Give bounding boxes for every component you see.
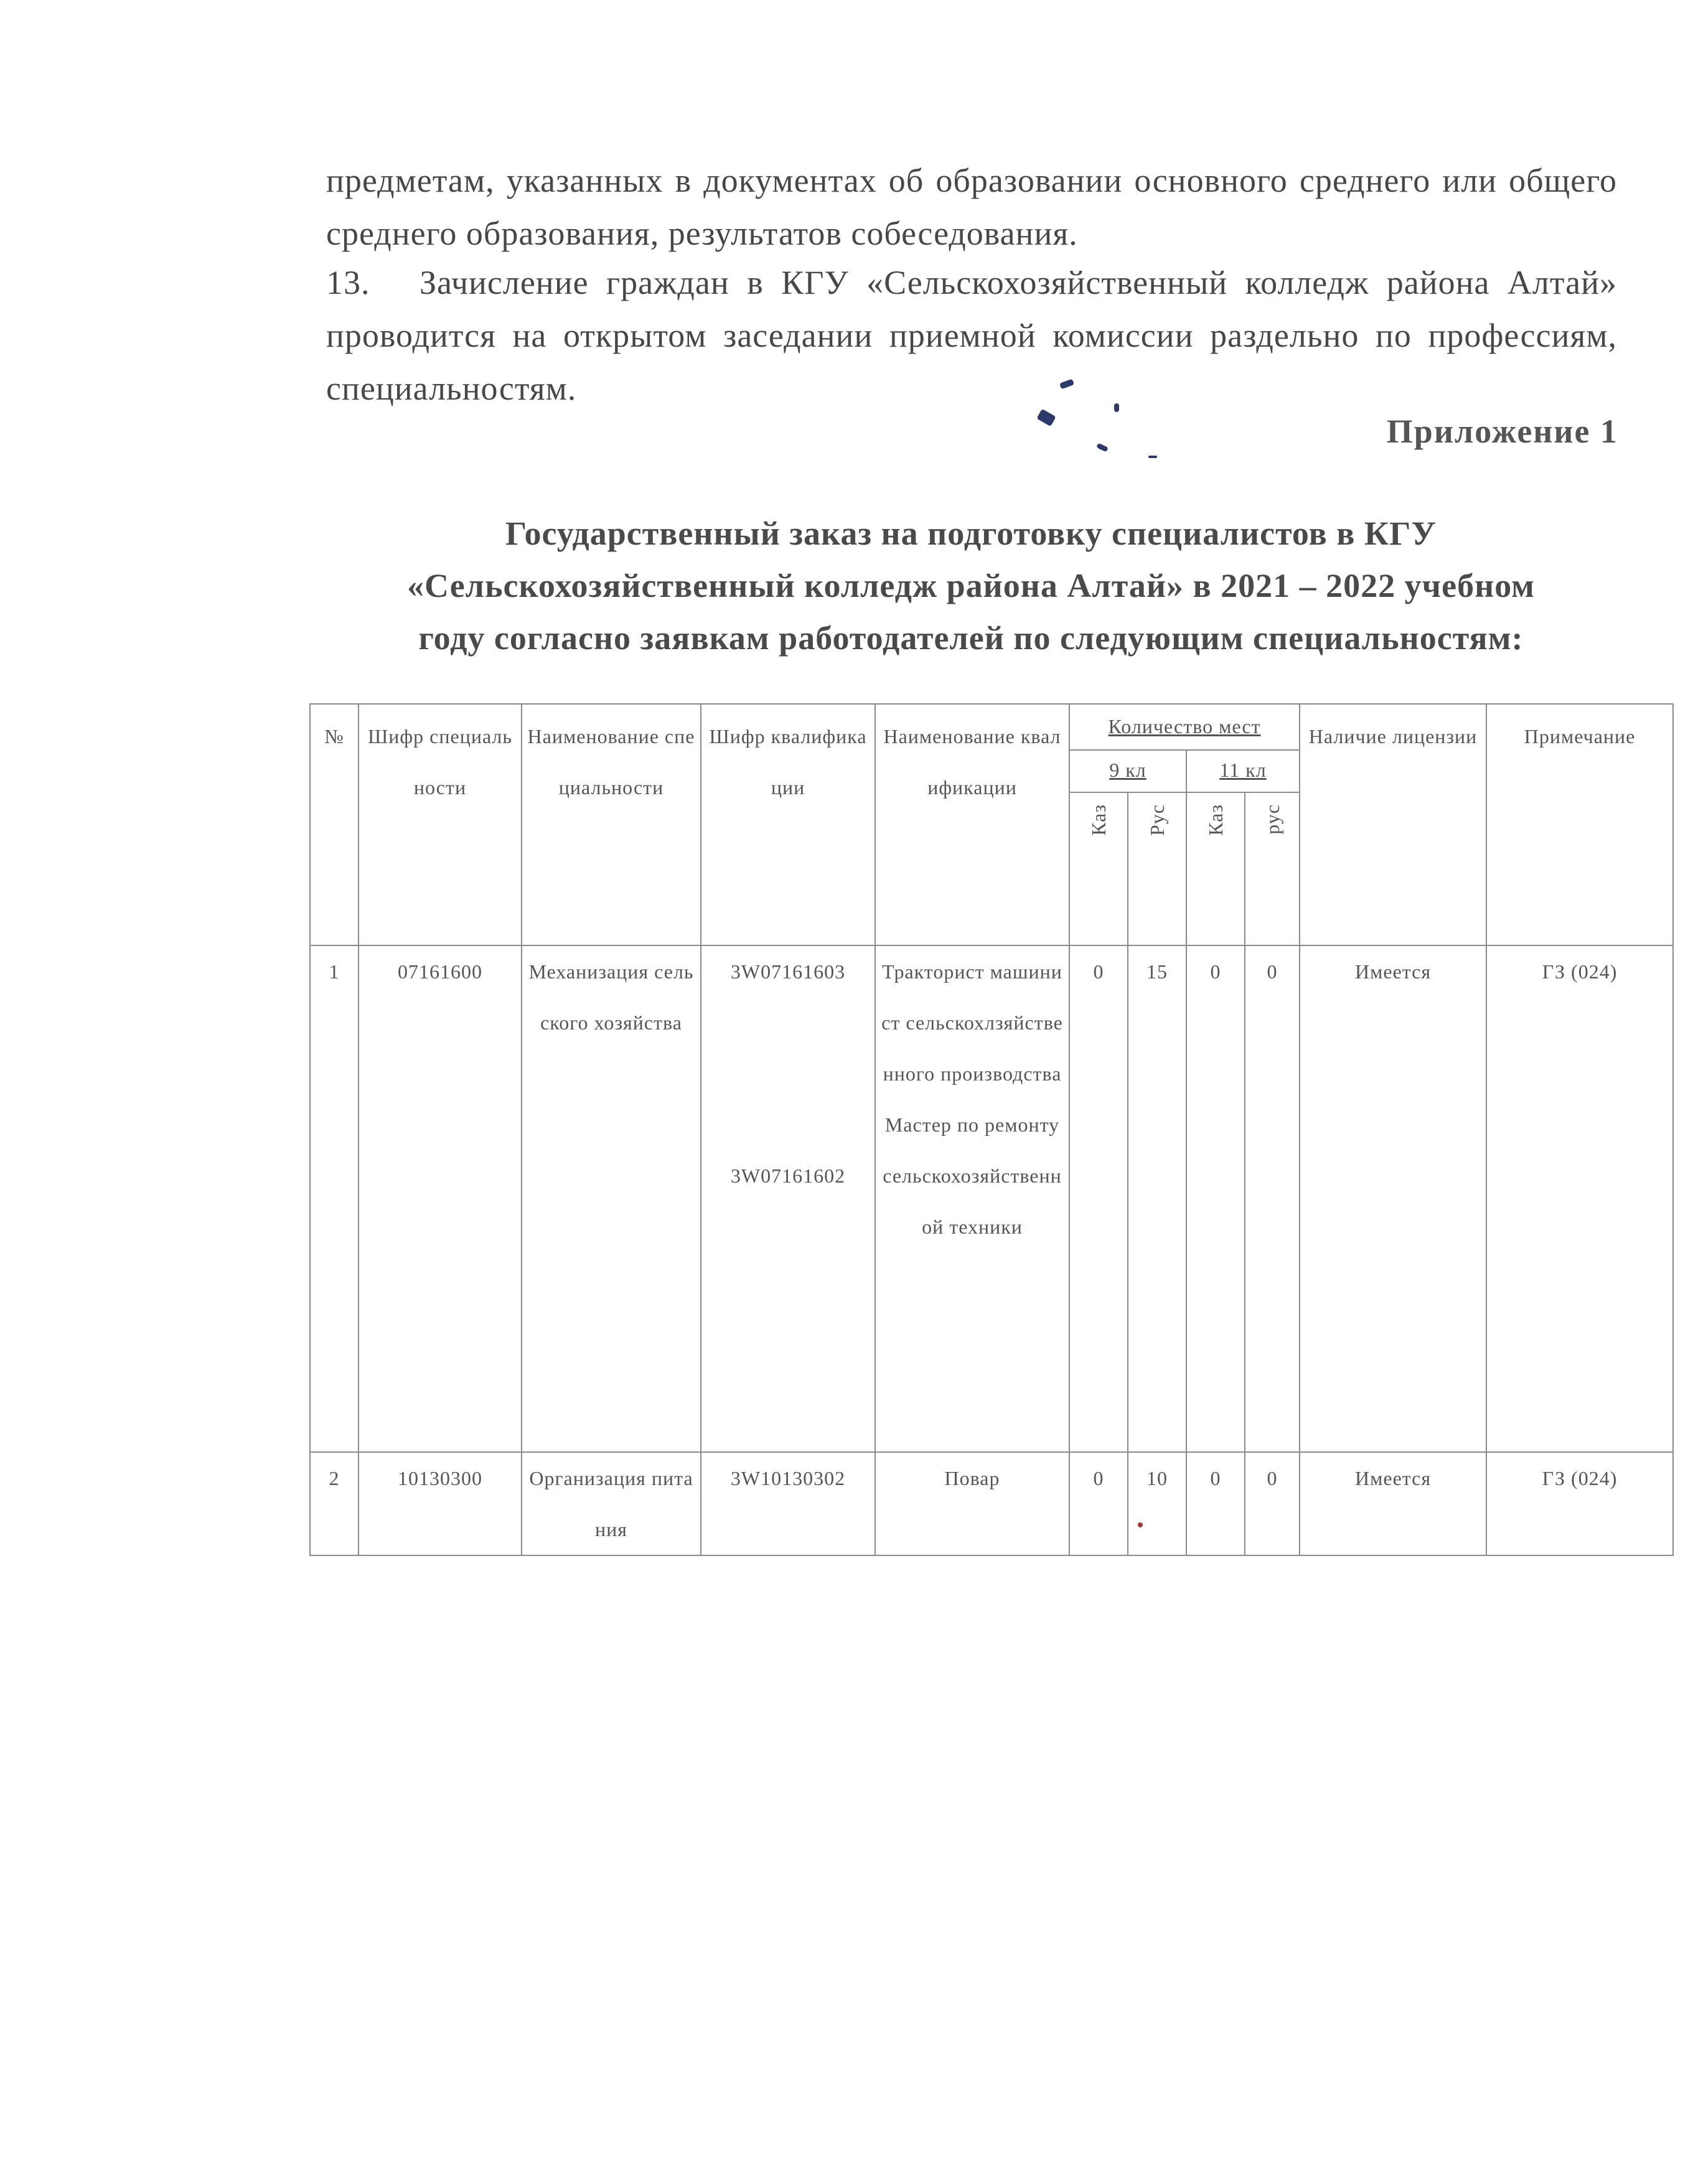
table-row: [310, 945, 1673, 1452]
cell-rus-11: 0: [1245, 1452, 1300, 1555]
state-order-table: [309, 703, 1674, 1556]
cell-qualification-code: 3W10130302: [701, 1452, 875, 1555]
qualification-name-1: Тракторист машинист сельскохлзяйственного производства: [881, 960, 1063, 1085]
cell-kaz-9: 0: [1069, 945, 1128, 1452]
header-rus-11: [1245, 792, 1300, 945]
cell-qualification-name: Повар: [875, 1452, 1069, 1555]
qualification-code-2: 3W07161602: [730, 1165, 846, 1187]
header-kaz-11: [1186, 792, 1245, 945]
cell-rus-9: 10: [1128, 1452, 1186, 1555]
header-specialty-name: Наименование специальности: [522, 704, 701, 945]
scan-speck: [1138, 1522, 1143, 1527]
heading-line-2: «Сельскохозяйственный колледж района Алтай» в 2021 – 2022 учебном: [407, 567, 1535, 604]
cell-note: ГЗ (024): [1486, 945, 1673, 1452]
paragraph-enrollment: [326, 256, 1617, 415]
cell-license: Имеется: [1300, 1452, 1486, 1555]
header-grade-11: 11 кл: [1186, 750, 1300, 792]
cell-note: ГЗ (024): [1486, 1452, 1673, 1555]
header-kaz-label: Каз: [1087, 804, 1110, 836]
header-kaz-9: [1069, 792, 1128, 945]
paragraph-text: предметам, указанных в документах об образовании основного среднего или общего среднего образования, результатов собеседования.: [326, 162, 1617, 252]
header-rus-9: [1128, 792, 1186, 945]
document-heading: [299, 507, 1643, 664]
cell-specialty-name: Механизация сельского хозяйства: [522, 945, 701, 1452]
header-grade-9: 9 кл: [1069, 750, 1186, 792]
header-note: Примечание: [1486, 704, 1673, 945]
paragraph-number: 13.: [326, 264, 370, 301]
header-places: Количество мест: [1069, 704, 1300, 750]
cell-number: 1: [310, 945, 359, 1452]
cell-specialty-code: 07161600: [359, 945, 522, 1452]
heading-line-1: Государственный заказ на подготовку специалистов в КГУ: [505, 515, 1437, 552]
header-specialty-code: Шифр специальности: [359, 704, 522, 945]
header-rus-label: рус: [1261, 804, 1284, 835]
cell-kaz-9: 0: [1069, 1452, 1128, 1555]
heading-line-3: году согласно заявкам работодателей по следующим специальностям:: [418, 619, 1524, 657]
header-license: Наличие лицензии: [1300, 704, 1486, 945]
paragraph-admission-criteria: [326, 154, 1617, 260]
header-number: №: [310, 704, 359, 945]
cell-specialty-code: 10130300: [359, 1452, 522, 1555]
cell-number: 2: [310, 1452, 359, 1555]
cell-rus-9: 15: [1128, 945, 1186, 1452]
appendix-label: Приложение 1: [1386, 413, 1618, 450]
header-rus-label: Рус: [1146, 804, 1168, 836]
cell-qualification-code: [701, 945, 875, 1452]
cell-kaz-11: 0: [1186, 1452, 1245, 1555]
qualification-name-2: Мастер по ремонту сельскохозяйственной техники: [883, 1113, 1062, 1238]
cell-rus-11: 0: [1245, 945, 1300, 1452]
cell-specialty-name: Организация питания: [522, 1452, 701, 1555]
cell-qualification-name: [875, 945, 1069, 1452]
cell-spacer: [705, 997, 871, 1150]
scan-speck: [1114, 403, 1119, 412]
header-kaz-label: Каз: [1204, 804, 1227, 836]
scan-speck: [1096, 443, 1109, 452]
scan-speck: [1148, 456, 1157, 458]
paragraph-text: Зачисление граждан в КГУ «Сельскохозяйственный колледж района Алтай» проводится на открытом заседании приемной комиссии раздельно по профессиям, специальностям.: [326, 264, 1617, 407]
header-qualification-code: Шифр квалификации: [701, 704, 875, 945]
cell-kaz-11: 0: [1186, 945, 1245, 1452]
qualification-code-1: 3W07161603: [730, 960, 846, 983]
cell-license: Имеется: [1300, 945, 1486, 1452]
table-row: [310, 1452, 1673, 1555]
header-qualification-name: Наименование квалификации: [875, 704, 1069, 945]
